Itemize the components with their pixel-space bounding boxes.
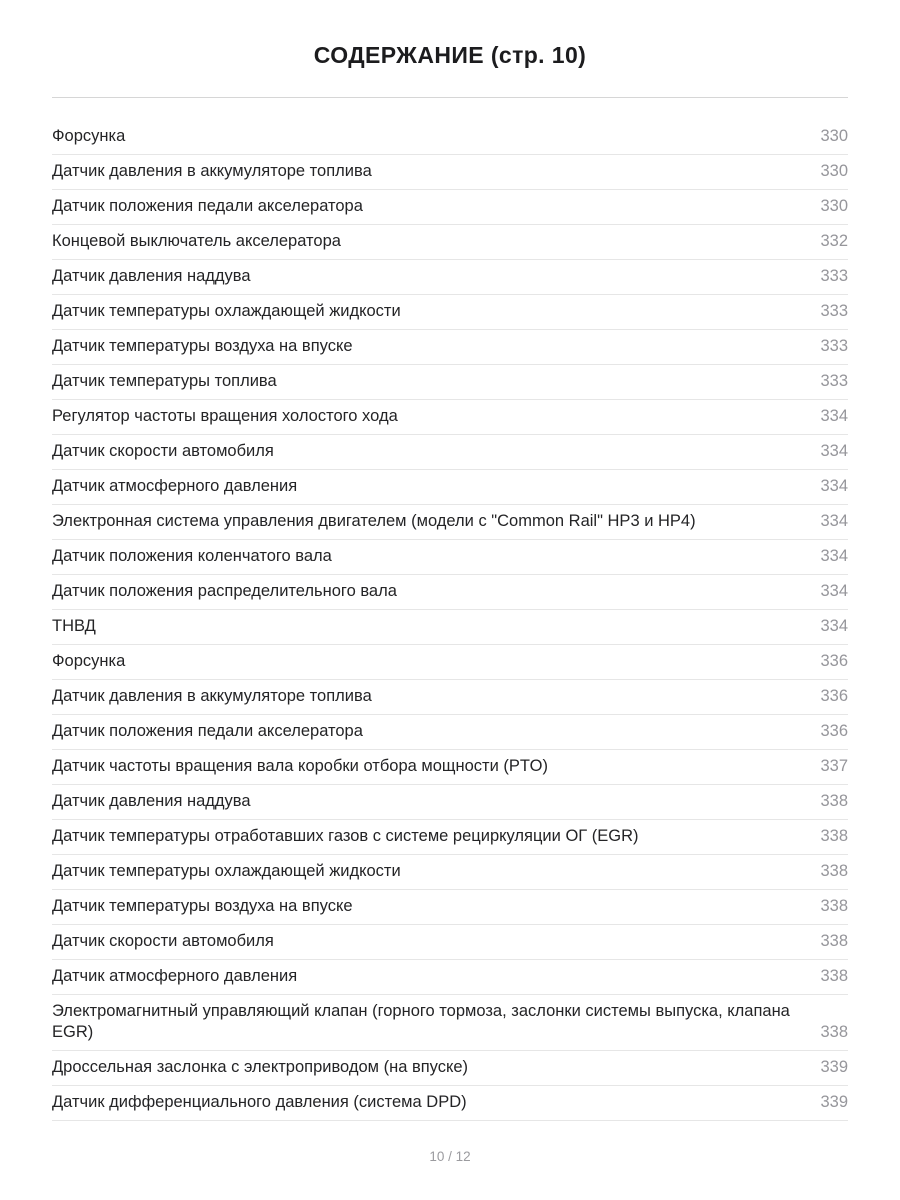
toc-entry-label: Датчик давления наддува — [52, 267, 251, 285]
page-title: СОДЕРЖАНИЕ (стр. 10) — [313, 42, 587, 68]
toc-entry-page: 333 — [820, 267, 848, 285]
toc-entry-label: Электромагнитный управляющий клапан (горного тормоза, заслонки системы выпуска, клапана EGR) — [52, 1002, 790, 1041]
toc-row — [52, 1051, 848, 1086]
toc-entry-label: Дроссельная заслонка с электроприводом (на впуске) — [52, 1058, 469, 1076]
toc-entry-label: Электронная система управления двигателем (модели с "Common Rail" HP3 и HP4) — [52, 512, 696, 530]
toc-entry-label: Датчик давления наддува — [52, 792, 251, 810]
toc-entry-page: 333 — [820, 302, 848, 320]
toc-row — [52, 925, 848, 960]
toc-entry-label: Датчик температуры топлива — [52, 372, 277, 390]
toc-entry-label: Датчик давления в аккумуляторе топлива — [52, 162, 372, 180]
toc-entry-page: 338 — [820, 932, 848, 950]
toc-list — [52, 120, 848, 1121]
toc-entry-page: 336 — [820, 652, 848, 670]
toc-row — [52, 855, 848, 890]
toc-entry-page: 334 — [820, 512, 848, 530]
toc-row — [52, 260, 848, 295]
toc-entry-label: Датчик температуры воздуха на впуске — [52, 897, 353, 915]
toc-row — [52, 750, 848, 785]
toc-entry-page: 330 — [820, 127, 848, 145]
toc-row — [52, 295, 848, 330]
toc-entry-page: 332 — [820, 232, 848, 250]
toc-row — [52, 890, 848, 925]
toc-entry-page: 334 — [820, 547, 848, 565]
toc-entry-page: 337 — [820, 757, 848, 775]
page-footer: 10 / 12 — [429, 1149, 471, 1164]
toc-entry-label: Датчик давления в аккумуляторе топлива — [52, 687, 372, 705]
toc-entry-page: 338 — [820, 967, 848, 985]
toc-entry-label: Концевой выключатель акселератора — [52, 232, 341, 250]
toc-row — [52, 505, 848, 540]
toc-row — [52, 680, 848, 715]
toc-entry-label: Регулятор частоты вращения холостого хода — [52, 407, 398, 425]
toc-row — [52, 645, 848, 680]
toc-entry-page: 338 — [820, 897, 848, 915]
toc-entry-page: 338 — [820, 827, 848, 845]
toc-entry-page: 334 — [820, 442, 848, 460]
toc-entry-label: ТНВД — [52, 617, 96, 635]
toc-row — [52, 960, 848, 995]
toc-entry-page: 336 — [820, 687, 848, 705]
toc-entry-page: 334 — [820, 582, 848, 600]
toc-row — [52, 820, 848, 855]
toc-entry-label: Датчик положения коленчатого вала — [52, 547, 332, 565]
toc-entry-label: Форсунка — [52, 127, 126, 145]
toc-row — [52, 190, 848, 225]
toc-entry-label: Датчик температуры охлаждающей жидкости — [52, 302, 401, 320]
toc-row — [52, 715, 848, 750]
toc-row — [52, 365, 848, 400]
toc-row — [52, 575, 848, 610]
toc-entry-label: Датчик скорости автомобиля — [52, 932, 274, 950]
toc-entry-page: 333 — [820, 337, 848, 355]
toc-entry-label: Датчик положения педали акселератора — [52, 197, 363, 215]
toc-entry-label: Датчик скорости автомобиля — [52, 442, 274, 460]
toc-entry-label: Датчик атмосферного давления — [52, 967, 298, 985]
toc-row — [52, 540, 848, 575]
toc-entry-page: 338 — [820, 862, 848, 880]
toc-row — [52, 225, 848, 260]
toc-row — [52, 785, 848, 820]
toc-entry-label: Датчик температуры охлаждающей жидкости — [52, 862, 401, 880]
toc-row — [52, 1086, 848, 1121]
toc-row — [52, 120, 848, 155]
toc-entry-label: Датчик положения педали акселератора — [52, 722, 363, 740]
toc-entry-page: 330 — [820, 162, 848, 180]
toc-entry-page: 338 — [820, 792, 848, 810]
toc-row — [52, 470, 848, 505]
toc-entry-label: Датчик частоты вращения вала коробки отбора мощности (PTO) — [52, 757, 548, 775]
toc-entry-label: Датчик температуры воздуха на впуске — [52, 337, 353, 355]
toc-entry-label: Датчик температуры отработавших газов с системе рециркуляции ОГ (EGR) — [52, 827, 639, 845]
toc-row — [52, 155, 848, 190]
toc-entry-page: 334 — [820, 407, 848, 425]
toc-row — [52, 400, 848, 435]
toc-row — [52, 435, 848, 470]
toc-entry-page: 339 — [820, 1093, 848, 1111]
title-divider — [52, 97, 848, 98]
toc-entry-page: 330 — [820, 197, 848, 215]
toc-row — [52, 610, 848, 645]
toc-row — [52, 330, 848, 365]
toc-row — [52, 995, 848, 1051]
toc-entry-page: 338 — [820, 1023, 848, 1041]
toc-entry-label: Форсунка — [52, 652, 126, 670]
toc-entry-page: 334 — [820, 477, 848, 495]
toc-entry-page: 334 — [820, 617, 848, 635]
toc-entry-label: Датчик атмосферного давления — [52, 477, 298, 495]
toc-entry-page: 333 — [820, 372, 848, 390]
toc-entry-page: 336 — [820, 722, 848, 740]
toc-entry-page: 339 — [820, 1058, 848, 1076]
toc-entry-label: Датчик положения распределительного вала — [52, 582, 397, 600]
toc-entry-label: Датчик дифференциального давления (система DPD) — [52, 1093, 467, 1111]
